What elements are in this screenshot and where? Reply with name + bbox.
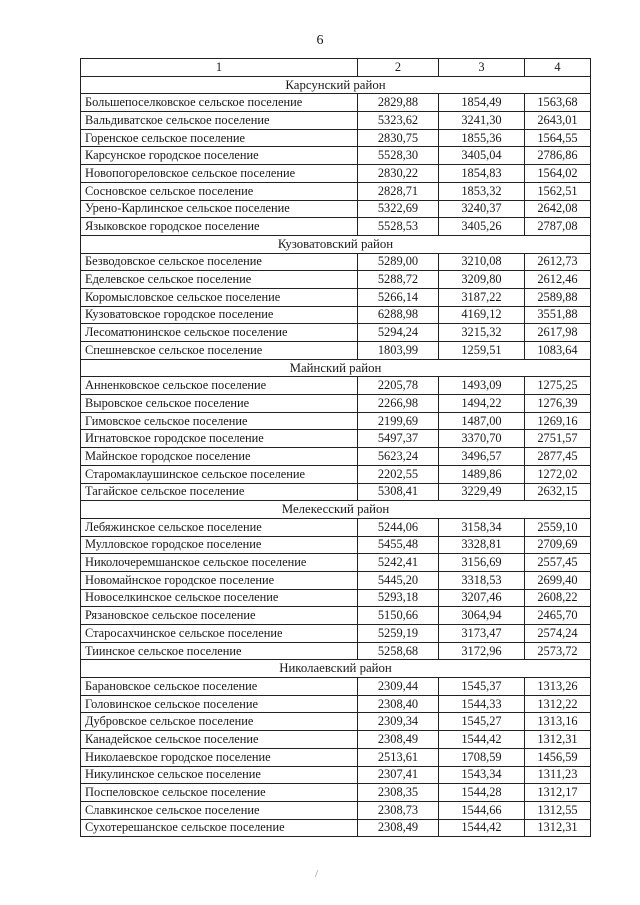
value-cell-4: 1276,39	[525, 395, 591, 413]
settlement-name: Головинское сельское поселение	[81, 695, 358, 713]
table-row	[81, 748, 591, 766]
value-cell-3: 3158,34	[439, 518, 525, 536]
value-cell-4: 1269,16	[525, 412, 591, 430]
table-row	[81, 342, 591, 360]
value-cell-3: 3370,70	[439, 430, 525, 448]
value-cell-2: 5266,14	[358, 288, 439, 306]
value-cell-4: 1272,02	[525, 465, 591, 483]
table-row	[81, 147, 591, 165]
value-cell-3: 1854,83	[439, 165, 525, 183]
scan-artifact: /	[315, 868, 319, 880]
table-row	[81, 448, 591, 466]
settlement-name: Игнатовское городское поселение	[81, 430, 358, 448]
value-cell-2: 5497,37	[358, 430, 439, 448]
settlement-name: Лебяжинское сельское поселение	[81, 518, 358, 536]
value-cell-2: 5288,72	[358, 271, 439, 289]
value-cell-3: 1544,33	[439, 695, 525, 713]
value-cell-4: 2617,98	[525, 324, 591, 342]
value-cell-4: 2574,24	[525, 625, 591, 643]
value-cell-2: 5244,06	[358, 518, 439, 536]
value-cell-3: 1543,34	[439, 766, 525, 784]
settlement-name: Урено-Карлинское сельское поселение	[81, 200, 358, 218]
value-cell-2: 2309,44	[358, 678, 439, 696]
settlement-name: Канадейское сельское поселение	[81, 731, 358, 749]
table-row	[81, 253, 591, 271]
value-cell-4: 2787,08	[525, 218, 591, 236]
value-cell-2: 5289,00	[358, 253, 439, 271]
value-cell-2: 2308,73	[358, 801, 439, 819]
district-row	[81, 660, 591, 678]
settlement-name: Сосновское сельское поселение	[81, 182, 358, 200]
value-cell-2: 2308,49	[358, 731, 439, 749]
value-cell-4: 2632,15	[525, 483, 591, 501]
settlement-name: Вальдиватское сельское поселение	[81, 112, 358, 130]
column-header-4: 4	[525, 59, 591, 77]
value-cell-2: 2202,55	[358, 465, 439, 483]
value-cell-3: 3209,80	[439, 271, 525, 289]
value-cell-4: 2751,57	[525, 430, 591, 448]
table-row	[81, 324, 591, 342]
settlement-name: Тагайское сельское поселение	[81, 483, 358, 501]
value-cell-2: 2308,40	[358, 695, 439, 713]
header-row	[81, 59, 591, 77]
district-row	[81, 501, 591, 519]
settlement-name: Мулловское городское поселение	[81, 536, 358, 554]
column-header-3: 3	[439, 59, 525, 77]
value-cell-4: 2786,86	[525, 147, 591, 165]
value-cell-2: 2308,49	[358, 819, 439, 837]
value-cell-2: 5623,24	[358, 448, 439, 466]
settlements-table	[80, 58, 591, 837]
value-cell-4: 2573,72	[525, 642, 591, 660]
value-cell-2: 2309,34	[358, 713, 439, 731]
value-cell-4: 1312,17	[525, 784, 591, 802]
value-cell-3: 3229,49	[439, 483, 525, 501]
settlement-name: Поспеловское сельское поселение	[81, 784, 358, 802]
table-row	[81, 518, 591, 536]
value-cell-4: 1313,26	[525, 678, 591, 696]
settlement-name: Дубровское сельское поселение	[81, 713, 358, 731]
value-cell-2: 2828,71	[358, 182, 439, 200]
table-row	[81, 642, 591, 660]
settlement-name: Новоселкинское сельское поселение	[81, 589, 358, 607]
value-cell-2: 2513,61	[358, 748, 439, 766]
value-cell-3: 3215,32	[439, 324, 525, 342]
settlement-name: Новомайнское городское поселение	[81, 571, 358, 589]
settlement-name: Языковское городское поселение	[81, 218, 358, 236]
value-cell-3: 3328,81	[439, 536, 525, 554]
table-row	[81, 819, 591, 837]
table-row	[81, 288, 591, 306]
value-cell-3: 3240,37	[439, 200, 525, 218]
table-row	[81, 430, 591, 448]
table-row	[81, 306, 591, 324]
table-row	[81, 766, 591, 784]
value-cell-3: 1544,66	[439, 801, 525, 819]
value-cell-3: 3156,69	[439, 554, 525, 572]
settlement-name: Рязановское сельское поселение	[81, 607, 358, 625]
settlement-name: Большепоселковское сельское поселение	[81, 94, 358, 112]
value-cell-4: 3551,88	[525, 306, 591, 324]
district-row	[81, 235, 591, 253]
district-heading: Николаевский район	[81, 660, 591, 678]
value-cell-4: 1083,64	[525, 342, 591, 360]
value-cell-2: 5258,68	[358, 642, 439, 660]
page-number: 6	[316, 33, 324, 48]
settlement-name: Безводовское сельское поселение	[81, 253, 358, 271]
table-row	[81, 713, 591, 731]
value-cell-2: 5323,62	[358, 112, 439, 130]
district-heading: Майнский район	[81, 359, 591, 377]
value-cell-2: 2307,41	[358, 766, 439, 784]
value-cell-3: 3405,04	[439, 147, 525, 165]
value-cell-3: 1544,42	[439, 819, 525, 837]
value-cell-3: 3187,22	[439, 288, 525, 306]
value-cell-2: 5455,48	[358, 536, 439, 554]
value-cell-2: 5308,41	[358, 483, 439, 501]
settlement-name: Николаевское городское поселение	[81, 748, 358, 766]
value-cell-2: 5293,18	[358, 589, 439, 607]
table-row	[81, 589, 591, 607]
value-cell-4: 1312,22	[525, 695, 591, 713]
value-cell-2: 5150,66	[358, 607, 439, 625]
settlement-name: Лесоматюнинское сельское поселение	[81, 324, 358, 342]
table-row	[81, 182, 591, 200]
table-row	[81, 483, 591, 501]
table-row	[81, 784, 591, 802]
value-cell-3: 3405,26	[439, 218, 525, 236]
value-cell-3: 3064,94	[439, 607, 525, 625]
value-cell-3: 1489,86	[439, 465, 525, 483]
value-cell-3: 1487,00	[439, 412, 525, 430]
value-cell-4: 1275,25	[525, 377, 591, 395]
value-cell-2: 5528,30	[358, 147, 439, 165]
settlement-name: Тиинское сельское поселение	[81, 642, 358, 660]
value-cell-3: 1545,27	[439, 713, 525, 731]
value-cell-2: 2830,22	[358, 165, 439, 183]
table-row	[81, 731, 591, 749]
value-cell-4: 2589,88	[525, 288, 591, 306]
settlement-name: Старомаклаушинское сельское поселение	[81, 465, 358, 483]
value-cell-3: 1494,22	[439, 395, 525, 413]
settlement-name: Карсунское городское поселение	[81, 147, 358, 165]
value-cell-2: 5445,20	[358, 571, 439, 589]
table-row	[81, 412, 591, 430]
district-heading: Кузоватовский район	[81, 235, 591, 253]
table-row	[81, 678, 591, 696]
value-cell-2: 5322,69	[358, 200, 439, 218]
table-row	[81, 625, 591, 643]
settlement-name: Сухотерешанское сельское поселение	[81, 819, 358, 837]
settlement-name: Еделевское сельское поселение	[81, 271, 358, 289]
settlement-name: Кузоватовское городское поселение	[81, 306, 358, 324]
value-cell-4: 2612,46	[525, 271, 591, 289]
settlement-name: Коромысловское сельское поселение	[81, 288, 358, 306]
value-cell-2: 5259,19	[358, 625, 439, 643]
value-cell-3: 1259,51	[439, 342, 525, 360]
value-cell-2: 2266,98	[358, 395, 439, 413]
value-cell-4: 1562,51	[525, 182, 591, 200]
settlement-name: Николочеремшанское сельское поселение	[81, 554, 358, 572]
settlement-name: Барановское сельское поселение	[81, 678, 358, 696]
value-cell-4: 2877,45	[525, 448, 591, 466]
value-cell-2: 2205,78	[358, 377, 439, 395]
settlement-name: Горенское сельское поселение	[81, 129, 358, 147]
value-cell-3: 1544,28	[439, 784, 525, 802]
value-cell-3: 3496,57	[439, 448, 525, 466]
value-cell-4: 1313,16	[525, 713, 591, 731]
value-cell-2: 1803,99	[358, 342, 439, 360]
value-cell-3: 1854,49	[439, 94, 525, 112]
value-cell-3: 1544,42	[439, 731, 525, 749]
value-cell-3: 3172,96	[439, 642, 525, 660]
table-row	[81, 554, 591, 572]
value-cell-3: 1853,32	[439, 182, 525, 200]
value-cell-4: 2612,73	[525, 253, 591, 271]
district-row	[81, 359, 591, 377]
value-cell-4: 2642,08	[525, 200, 591, 218]
value-cell-3: 3207,46	[439, 589, 525, 607]
settlement-name: Славкинское сельское поселение	[81, 801, 358, 819]
table-row	[81, 271, 591, 289]
value-cell-3: 1493,09	[439, 377, 525, 395]
value-cell-4: 2559,10	[525, 518, 591, 536]
table-row	[81, 218, 591, 236]
value-cell-2: 2308,35	[358, 784, 439, 802]
table-row	[81, 200, 591, 218]
settlement-name: Майнское городское поселение	[81, 448, 358, 466]
settlement-name: Никулинское сельское поселение	[81, 766, 358, 784]
value-cell-4: 2643,01	[525, 112, 591, 130]
value-cell-4: 1564,02	[525, 165, 591, 183]
value-cell-3: 1545,37	[439, 678, 525, 696]
value-cell-4: 1312,55	[525, 801, 591, 819]
value-cell-2: 5242,41	[358, 554, 439, 572]
settlement-name: Выровское сельское поселение	[81, 395, 358, 413]
district-row	[81, 76, 591, 94]
value-cell-3: 3318,53	[439, 571, 525, 589]
value-cell-4: 1563,68	[525, 94, 591, 112]
settlement-name: Гимовское сельское поселение	[81, 412, 358, 430]
value-cell-4: 1564,55	[525, 129, 591, 147]
value-cell-4: 1312,31	[525, 731, 591, 749]
value-cell-3: 1855,36	[439, 129, 525, 147]
table-row	[81, 695, 591, 713]
value-cell-2: 2829,88	[358, 94, 439, 112]
column-header-1: 1	[81, 59, 358, 77]
table-row	[81, 801, 591, 819]
value-cell-3: 3210,08	[439, 253, 525, 271]
value-cell-2: 5528,53	[358, 218, 439, 236]
value-cell-2: 6288,98	[358, 306, 439, 324]
value-cell-4: 2608,22	[525, 589, 591, 607]
value-cell-2: 5294,24	[358, 324, 439, 342]
value-cell-4: 2465,70	[525, 607, 591, 625]
table-row	[81, 377, 591, 395]
table-row	[81, 571, 591, 589]
table-row	[81, 607, 591, 625]
value-cell-3: 1708,59	[439, 748, 525, 766]
district-heading: Карсунский район	[81, 76, 591, 94]
value-cell-2: 2830,75	[358, 129, 439, 147]
table-row	[81, 165, 591, 183]
settlement-name: Спешневское сельское поселение	[81, 342, 358, 360]
value-cell-4: 1312,31	[525, 819, 591, 837]
table-row	[81, 536, 591, 554]
district-heading: Мелекесский район	[81, 501, 591, 519]
table-row	[81, 395, 591, 413]
value-cell-4: 2699,40	[525, 571, 591, 589]
table-body	[81, 76, 591, 837]
value-cell-3: 3173,47	[439, 625, 525, 643]
value-cell-3: 4169,12	[439, 306, 525, 324]
table-row	[81, 465, 591, 483]
table-row	[81, 129, 591, 147]
value-cell-4: 1311,23	[525, 766, 591, 784]
value-cell-4: 2557,45	[525, 554, 591, 572]
table-row	[81, 94, 591, 112]
table-row	[81, 112, 591, 130]
settlement-name: Новопогореловское сельское поселение	[81, 165, 358, 183]
value-cell-2: 2199,69	[358, 412, 439, 430]
value-cell-4: 2709,69	[525, 536, 591, 554]
settlement-name: Старосахчинское сельское поселение	[81, 625, 358, 643]
column-header-2: 2	[358, 59, 439, 77]
settlement-name: Анненковское сельское поселение	[81, 377, 358, 395]
value-cell-4: 1456,59	[525, 748, 591, 766]
value-cell-3: 3241,30	[439, 112, 525, 130]
